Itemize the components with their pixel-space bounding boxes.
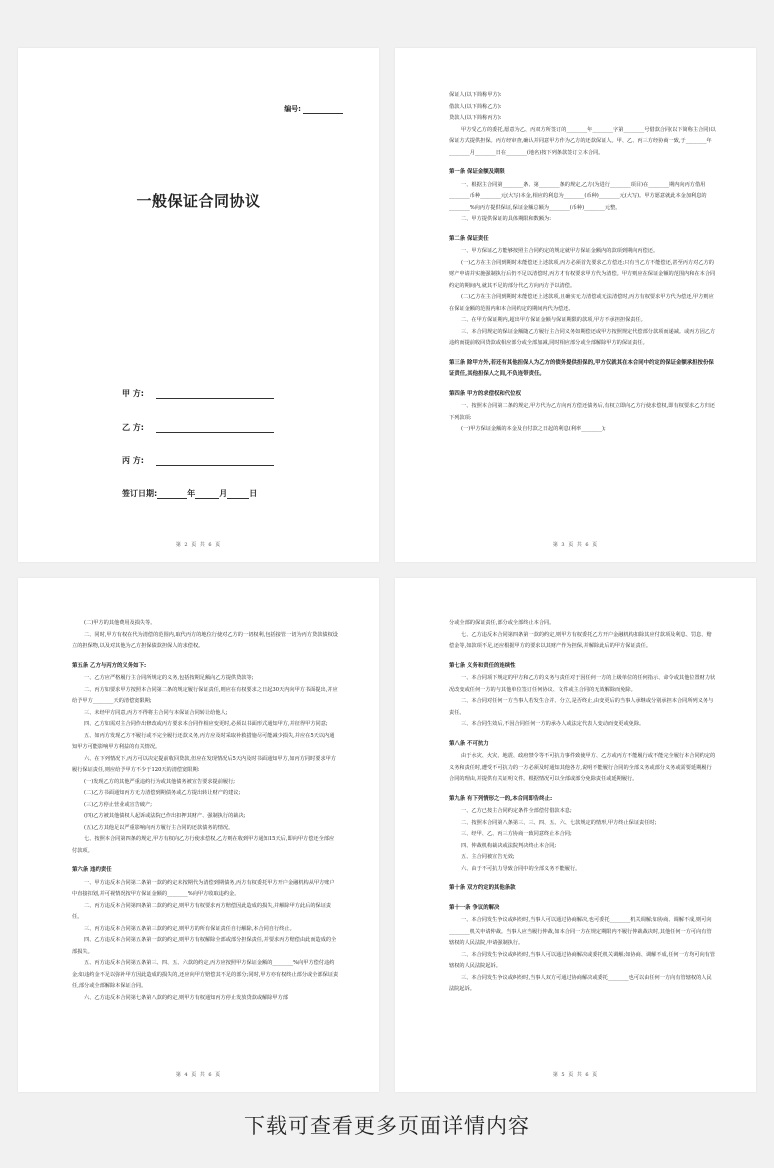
page-footer: 第 4 页 共 6 页: [175, 1072, 222, 1078]
paragraph: 保证人(以下简称甲方):: [449, 92, 502, 98]
paragraph: 四、乙方违反本合同第五条第一款的约定,则甲方有权解除全部或部分担保责任,并要求丙方赔偿由此而造成的全部损失。: [72, 937, 337, 955]
paragraph: 六、在下列情况下,丙方可以决定提前收回贷款,但应在发现情况后5天内及时书面通知甲方,如丙方同时要求甲方履行保证责任,则应给予甲方不少于120天的清偿宽限期:: [72, 755, 337, 773]
day-label: 日: [249, 489, 258, 498]
document-title: 一般保证合同协议: [136, 192, 261, 210]
paragraph: 二、在甲方保证期内,超出甲方保证金额与保证期限的款项,甲方不承担担保责任。: [461, 317, 646, 323]
paragraph: (二)甲方的其他费用及损失等。: [84, 620, 156, 626]
month-blank: [195, 489, 219, 499]
section-heading: 第三条 除甲方外,若还有其他担保人为乙方的债务提供担保的,甲方仅就其在本合同中约定的保证金额承担按份保证责任,其他担保人之间,不负连带责任。: [449, 359, 714, 377]
paragraph: 四、仲裁机构裁决或法院判决终止本合同;: [461, 842, 557, 849]
day-blank: [227, 489, 249, 499]
download-caption: 下载可查看更多页面详情内容: [244, 1114, 530, 1138]
paragraph: 七、按照本合同第四条的规定,甲方有权向乙方行使求偿权,乙方则在收到甲方通知15天后,即向甲方偿还全部应付款项。: [72, 836, 335, 854]
paragraph: 二、丙方如要求甲方按照本合同第二条的规定履行保证责任,则应在有权要求之日起30天内向甲方书面提出,并应给予甲方________天的清偿宽限期;: [72, 686, 338, 704]
paragraph: 一、乙方应严格履行主合同所规定的义务,包括按期足额向乙方提供贷款等;: [84, 675, 254, 681]
paragraph: (五)乙方其他足以严重影响向丙方履行主合同的还款债务的情况。: [84, 824, 234, 831]
paragraph: 三、本合同规定的保证金额随乙方履行主合同义务如期偿还或甲方按照规定代偿部分款项而递减。或丙方因乙方违约而提前收回贷款或相应部分或全部加减,同时相应部分或全部解除甲方的保证责任。: [449, 328, 716, 346]
paragraph: 借款人(以下简称乙方):: [449, 103, 502, 110]
paragraph: 五、丙方违反本合同第五条第三、四、五、六款的约定,丙方应按照甲方保证金额的________%向甲方偿付违约金;如违约金不足以弥补甲方因此造成的损失的,还应向甲方赔偿其不足的部分;同时,甲方亦有权终止部分或全部保证责任,部分或全部解除本保证合同。: [72, 960, 339, 989]
paragraph: 一、按照本合同第二条的规定,甲方代为乙方向丙方偿还债务后,有权立即向乙方行使求偿权,即有权要求乙方归还下列款项:: [449, 403, 715, 421]
sign-date-label: 签订日期:: [122, 489, 158, 498]
section-heading: 第一条 保证金额及期限: [449, 169, 505, 175]
paragraph: 二、按照本合同第八条第三、三、四、五、六、七款规定的情形,甲方终止保证责任时;: [461, 819, 657, 826]
paragraph: 五、主合同被宣告无效;: [461, 854, 515, 860]
paragraph: 二、丙方违反本合同第四条第二款的约定,则甲方有权要求丙方赔偿因此造成的损失,并解除甲方此后的保证责任。: [72, 902, 332, 920]
party-c-blank: [156, 456, 274, 466]
section-heading: 第二条 保证责任: [449, 235, 489, 242]
page-3: [395, 48, 756, 562]
page-footer: 第 3 页 共 6 页: [552, 542, 599, 548]
year-blank: [157, 489, 187, 499]
paragraph: (四)乙方被其他债权人起诉或法院已作出扣押其财产、强制执行的裁决;: [84, 813, 246, 819]
paragraph: (一)甲方保证金额的本金及自付款之日起的利息(利率________);: [461, 426, 606, 432]
page-4: [18, 578, 379, 1092]
paragraph: 六、由于不可抗力导致合同中的全部义务不能履行。: [461, 865, 581, 872]
paragraph: 六、乙方违反本合同第七条第八款的约定,则甲方有权通知丙方停止发放贷款或解除甲方部: [84, 994, 288, 1001]
paragraph: 二、本合同对任何一方当事人若发生合并、分立,是否终止,由变更后的当事人承继或分别承担本合同所列义务与责任。: [449, 698, 714, 716]
party-b-row: [122, 422, 274, 433]
paragraph: 分或全部的保证责任,部分或全部终止本合同。: [449, 620, 555, 626]
page-footer: 第 2 页 共 6 页: [175, 542, 222, 548]
section-heading: 第四条 甲方的求偿权和代位权: [449, 390, 521, 397]
section-heading: 第七条 义务和责任的连续性: [449, 662, 516, 669]
contract-number-blank: [303, 106, 343, 114]
paragraph: 二、同时,甲方有权在代为清偿的范围内,取代丙方的地位行使对乙方的一切权利,包括接管一切为丙方贷款债权设立的担保物,以及对其他为乙方担保债款担保人的求偿权。: [72, 631, 338, 649]
contract-number: [284, 104, 343, 114]
party-a-row: [122, 388, 274, 399]
paragraph: 贷款人(以下简称丙方):: [449, 115, 502, 121]
paragraph: (二)乙方在主合同到期时未能偿还上述款项,且确实无力清偿或无法清偿时,丙方有权要求甲方代为偿还,甲方则应在保证金额的范围内和本合同约定的期间内代为偿还。: [449, 294, 714, 312]
paragraph: 一、本合同项下规定的甲方和乙方的义务与责任对于因任何一方的上级单位的任何指示、命令或其他位置财力状况改变或任何一方的与其他单位签订任何协议、文件或主合同的无效解除而免除。: [449, 675, 716, 693]
month-label: 月: [219, 489, 228, 498]
section-heading: 第九条 有下列情形之一的,本合同即告终止:: [449, 795, 553, 802]
paragraph: 二、甲方提供保证的具体期限和数额为:: [461, 216, 551, 222]
contract-number-label: 编号:: [284, 105, 301, 113]
paragraph: (一)发现乙方的其他严重违约行为或其他债务被宣告要求提前履行;: [84, 778, 236, 785]
paragraph: (三)乙方停止营业或宣告破产;: [84, 801, 153, 808]
section-heading: 第五条 乙方与丙方的义务如下:: [72, 662, 147, 669]
paragraph: 二、本合同发生争议或纠纷时,当事人可以通过协商解决或委托机关调解;如协商、调解不成,任何一方均可向有管辖权的人民法院起诉。: [449, 951, 716, 969]
paragraph: (二)乙方书面通知丙方无力清偿到期债务或乙方提出转让财产的建议;: [84, 790, 241, 796]
paragraph: 四、乙方如需对主合同作出修改或丙方要求本合同作相应变更时,必须以书面形式通知甲方,并征得甲方同意;: [84, 721, 328, 727]
paragraph: 甲方受乙方的委托,愿意为乙、丙双方所签订的________年________字第________号借款合同(以下简称主合同)以保证方式提供担保。丙方经审查,确认并同意甲方作为乙方的还款保证人。甲、乙、丙三方经协商一致,于________年________月________日在________(地名)按下列条款签订立本合同。: [449, 126, 716, 156]
paragraph: 三、经甲、乙、丙三方协商一致同意终止本合同;: [461, 831, 572, 837]
paragraph: 由于水灾、火灾、地震、政府禁令等不可抗力事件致使甲方、乙方或丙方不能履行或不能完全履行本合同约定的义务和责任时,遭受不可抗力的一方必须及时通知其他各方,说明不能履行合同的全部义务或部分义务或需要延期履行合同的理由,并提供有关证明文件。根据情况可以全部或部分免除责任或延期履行。: [449, 753, 716, 782]
section-heading: 第六条 违约责任: [72, 867, 112, 873]
paragraph: 三、本合同生效后,不因合同任何一方的承办人或法定代表人变动而变更或免除。: [461, 721, 645, 727]
party-b-label: 乙 方:: [122, 423, 144, 432]
sign-date-row: [122, 488, 257, 499]
section-heading: 第十一条 争议的解决: [449, 904, 500, 911]
page-content: [72, 618, 339, 1004]
page-content: [449, 618, 716, 996]
party-c-row: [122, 455, 274, 466]
page-footer: 第 5 页 共 6 页: [552, 1072, 599, 1078]
paragraph: (一)乙方在主合同到期时未能偿还上述款项,丙方必须首先要求乙方偿还;只有当乙方不能偿还,甚至丙方对乙方的财产申请并实施强制执行后仍不足以清偿时,丙方才有权要求甲方代为清偿。甲方则应在保证金额的范围内和在本合同约定的期间内,就其不足的部分代乙方向丙方予以清偿。: [449, 259, 716, 289]
cover-page: [18, 48, 379, 562]
party-b-blank: [156, 423, 274, 433]
paragraph: 三、未经甲方同意,丙方不得将主合同与本保证合同转让给他人;: [84, 709, 228, 716]
paragraph: 一、根据主合同第________条、第________条的规定,乙方(为进行________项目)在________期内向丙方借用________币种________元(大写)本金,相应的利息为________(币种)________元(大写)。甲方愿意就此本金加利息的________%向丙方提供保证,保证金额总额为________(币种)________元整。: [449, 181, 707, 211]
year-label: 年: [187, 489, 196, 498]
party-a-label: 甲 方:: [122, 389, 144, 398]
paragraph: 一、甲方违反本合同第二条第一款的约定未按期代为清偿到期债务,丙方有权委托甲方开户金融机构从甲方账户中直接扣划,并可视情况按甲方保证金额的________%向甲方收取违约金。: [72, 879, 335, 897]
paragraph: 五、如丙方发现乙方不履行或不完全履行还款义务,丙方应及时采取补救措施尽可能减少损失,并应在5天以内通知甲方可能影响甲方利益的有关情况。: [72, 732, 335, 750]
section-heading: 第八条 不可抗力: [449, 740, 489, 747]
page-5: [395, 578, 756, 1092]
paragraph: 三、丙方违反本合同第五条第三款的约定,则甲方的所有保证责任自行解除,本合同自行终止。: [84, 925, 295, 932]
paragraph: 一、本合同发生争议或纠纷时,当事人可以通过协商解决,也可委托________机关调解;如协商、调解不成,则可向________机关申请仲裁。当事人应当履行仲裁,如本合同一方在规定期限内不履行仲裁裁决时,其他任何一方可向有管辖权的人民法院,申请强制执行。: [449, 917, 712, 946]
paragraph: 三、本合同发生争议或纠纷时,当事人双方可通过协商解决或委托________也可以由任何一方向有管辖权的人民法院起诉。: [449, 974, 712, 992]
section-heading: 第十条 双方约定的其他条款: [449, 885, 516, 891]
party-a-blank: [156, 389, 274, 399]
paragraph: 一、甲方保证乙方能够按照主合同约定的规定就甲方保证金额内的款项到期向丙偿还。: [461, 248, 659, 254]
paragraph: 七、乙方违反本合同第四条第一款的约定,则甲方有权委托乙方开户金融机构扣除其应付款项及利息、罚息、赔偿金等,如款项不足,还应根据甲方的要求以其财产作为担保,并解除此后的甲方保证责任。: [449, 631, 712, 649]
party-c-label: 丙 方:: [122, 456, 144, 465]
page-content: [449, 90, 716, 436]
paragraph: 一、乙方已按主合同约定条件全部偿付借款本息;: [461, 808, 572, 814]
